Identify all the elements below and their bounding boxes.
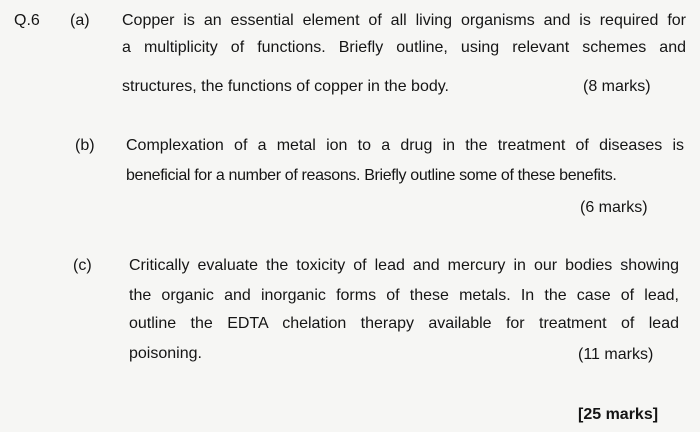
part-c-line-1: Critically evaluate the toxicity of lead and mercury in our bodies showing (129, 257, 679, 274)
total-marks: [25 marks] (578, 406, 659, 423)
part-b-label: (b) (75, 137, 95, 154)
part-a-line-2: a multiplicity of functions. Briefly outline, using relevant schemes and (122, 39, 686, 56)
part-b-line-2: beneficial for a number of reasons. Briefly outline some of these benefits. (126, 167, 617, 184)
part-a-line-1: Copper is an essential element of all living organisms and is required for (122, 12, 686, 29)
part-c-text (129, 257, 679, 344)
part-a-line-3: structures, the functions of copper in the body. (122, 78, 449, 95)
part-a-label: (a) (70, 12, 90, 29)
part-c-label: (c) (73, 257, 92, 274)
part-c-marks: (11 marks) (578, 346, 654, 363)
part-a-text (122, 12, 686, 66)
part-a-marks: (8 marks) (583, 78, 651, 95)
question-number: Q.6 (14, 12, 40, 29)
part-c-line-3: outline the EDTA chelation therapy available for treatment of lead (129, 315, 679, 332)
part-b-text (126, 137, 684, 167)
part-c-line-4: poisoning. (129, 345, 202, 362)
part-c-line-2: the organic and inorganic forms of these metals. In the case of lead, (129, 287, 679, 304)
part-b-line-1: Complexation of a metal ion to a drug in the treatment of diseases is (126, 137, 684, 154)
part-b-marks: (6 marks) (580, 199, 648, 216)
